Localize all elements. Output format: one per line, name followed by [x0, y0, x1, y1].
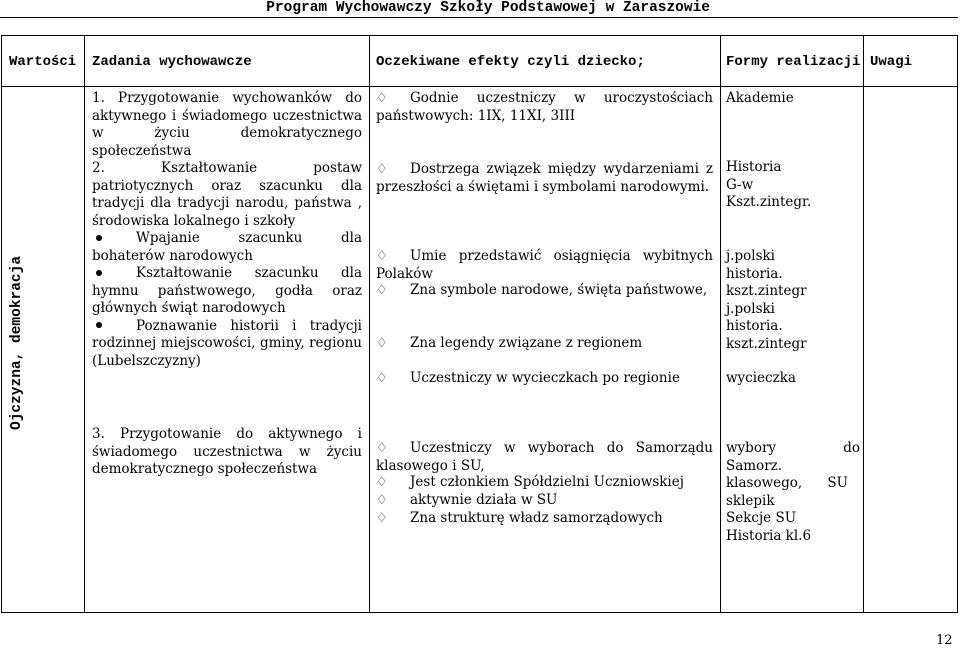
diamond-outline-icon: ♢ — [376, 371, 388, 386]
effect-5 — [376, 335, 713, 353]
effect-8-text: Jest członkiem Spółdzielni Uczniowskiej — [410, 474, 684, 490]
task-block-1 — [92, 90, 362, 370]
task-1: 1. Przygotowanie wychowanków do aktywnego i świadomego uczestnictwa w życiu demokratycznego społeczeństwa — [92, 90, 362, 159]
col-border-1 — [84, 35, 85, 613]
form-5-line-4: sklepik — [726, 492, 775, 509]
effect-10 — [376, 510, 713, 528]
effect-6-text: Uczestniczy w wycieczkach po regionie — [410, 370, 680, 386]
effect-1-text: Godnie uczestniczy w uroczystościach państwowych: 1IX, 11XI, 3III — [376, 90, 713, 124]
form-3-line-2: historia. — [726, 265, 783, 282]
effect-4-text: Zna symbole narodowe, święta państwowe, — [410, 282, 708, 298]
diamond-outline-icon: ♢ — [376, 162, 388, 177]
task-3: 3. Przygotowanie do aktywnego i świadomego uczestnictwa w życiu demokratycznego społeczeństwa — [92, 426, 362, 477]
page-number: 12 — [936, 633, 953, 648]
effect-6 — [376, 370, 713, 388]
column-header-effects: Oczekiwane efekty czyli dziecko; — [376, 54, 645, 70]
effect-2 — [376, 161, 713, 196]
col-border-0 — [1, 35, 2, 613]
form-5-line-3b: SU — [827, 475, 848, 491]
col-border-5 — [957, 35, 958, 613]
value-label: Ojczyzna, demokracja — [9, 255, 25, 430]
bullet-icon — [96, 322, 102, 328]
form-2-line-1: Historia — [726, 159, 782, 175]
col-border-2 — [369, 35, 370, 613]
bullet-icon — [96, 235, 102, 241]
form-3 — [726, 248, 860, 353]
form-5-line-5: Sekcje SU — [726, 510, 797, 526]
task-bullet-1-text: Wpajanie szacunku dla bohaterów narodowych — [92, 230, 362, 264]
column-header-tasks: Zadania wychowawcze — [92, 54, 252, 70]
effect-5-text: Zna legendy związane z regionem — [410, 335, 643, 351]
column-header-forms: Formy realizacji — [726, 54, 861, 70]
effect-10-text: Zna strukturę władz samorządowych — [410, 510, 663, 526]
diamond-outline-icon: ♢ — [376, 475, 388, 490]
form-5-line-1a: wybory — [726, 440, 777, 456]
diamond-outline-icon: ♢ — [376, 441, 388, 456]
form-1: Akademie — [726, 90, 794, 106]
form-3-line-4: j.polski — [726, 300, 775, 317]
task-bullet-1 — [92, 230, 362, 265]
effect-2-text: Dostrzega związek między wydarzeniami z przeszłości a świętami i symbolami narodowymi. — [376, 161, 713, 195]
document-title: Program Wychowawczy Szkoły Podstawowej w Zaraszowie — [266, 0, 710, 16]
column-header-notes: Uwagi — [870, 54, 913, 70]
table-bottom-border — [1, 612, 958, 613]
diamond-outline-icon: ♢ — [376, 283, 388, 298]
diamond-outline-icon: ♢ — [376, 493, 388, 508]
form-3-line-6: kszt.zintegr — [726, 335, 807, 352]
diamond-outline-icon: ♢ — [376, 249, 388, 264]
task-bullet-2 — [92, 265, 362, 318]
page-header — [0, 0, 958, 18]
form-3-line-3: kszt.zintegr — [726, 283, 807, 299]
form-5-line-3 — [726, 475, 860, 493]
effect-4 — [376, 282, 713, 300]
form-4: wycieczka — [726, 370, 796, 386]
form-5-line-6: Historia kl.6 — [726, 527, 812, 544]
effect-9-text: aktywnie działa w SU — [410, 492, 558, 508]
form-2-line-2: G-w — [726, 176, 754, 193]
col-border-3 — [720, 35, 721, 613]
form-2-line-3: Kszt.zintegr. — [726, 194, 812, 210]
col-border-4 — [863, 35, 864, 613]
task-bullet-3 — [92, 318, 362, 371]
table-top-border — [1, 35, 958, 36]
form-3-line-5: historia. — [726, 318, 783, 334]
header-bottom-border — [1, 86, 958, 87]
form-5-line-1b: do — [843, 440, 860, 456]
form-5-line-3a: klasowego, — [726, 475, 803, 491]
form-2 — [726, 159, 860, 212]
effect-3 — [376, 248, 713, 283]
form-5-line-1 — [726, 440, 860, 458]
task-bullet-2-text: Kształtowanie szacunku dla hymnu państwowego, godła oraz głównych świąt narodowych — [92, 265, 362, 316]
effect-7-text: Uczestniczy w wyborach do Samorządu klasowego i SU, — [376, 440, 713, 474]
effect-1 — [376, 90, 713, 125]
form-5 — [726, 440, 860, 545]
bullet-icon — [96, 270, 102, 276]
effect-9 — [376, 492, 713, 510]
effect-8 — [376, 474, 713, 492]
effect-3-text: Umie przedstawić osiągnięcia wybitnych Polaków — [376, 248, 713, 282]
form-3-line-1: j.polski — [726, 248, 775, 264]
diamond-outline-icon: ♢ — [376, 91, 388, 106]
task-2: 2. Kształtowanie postaw patriotycznych oraz szacunku dla tradycji dla tradycji narodu, państwa , środowiska lokalnego i szkoły — [92, 160, 362, 229]
task-bullet-3-text: Poznawanie historii i tradycji rodzinnej miejscowości, gminy, regionu (Lubelszczyzny) — [92, 317, 362, 369]
diamond-outline-icon: ♢ — [376, 336, 388, 351]
effect-7 — [376, 440, 713, 475]
form-5-line-2: Samorz. — [726, 457, 783, 474]
column-header-values: Wartości — [9, 54, 77, 70]
diamond-outline-icon: ♢ — [376, 511, 388, 526]
